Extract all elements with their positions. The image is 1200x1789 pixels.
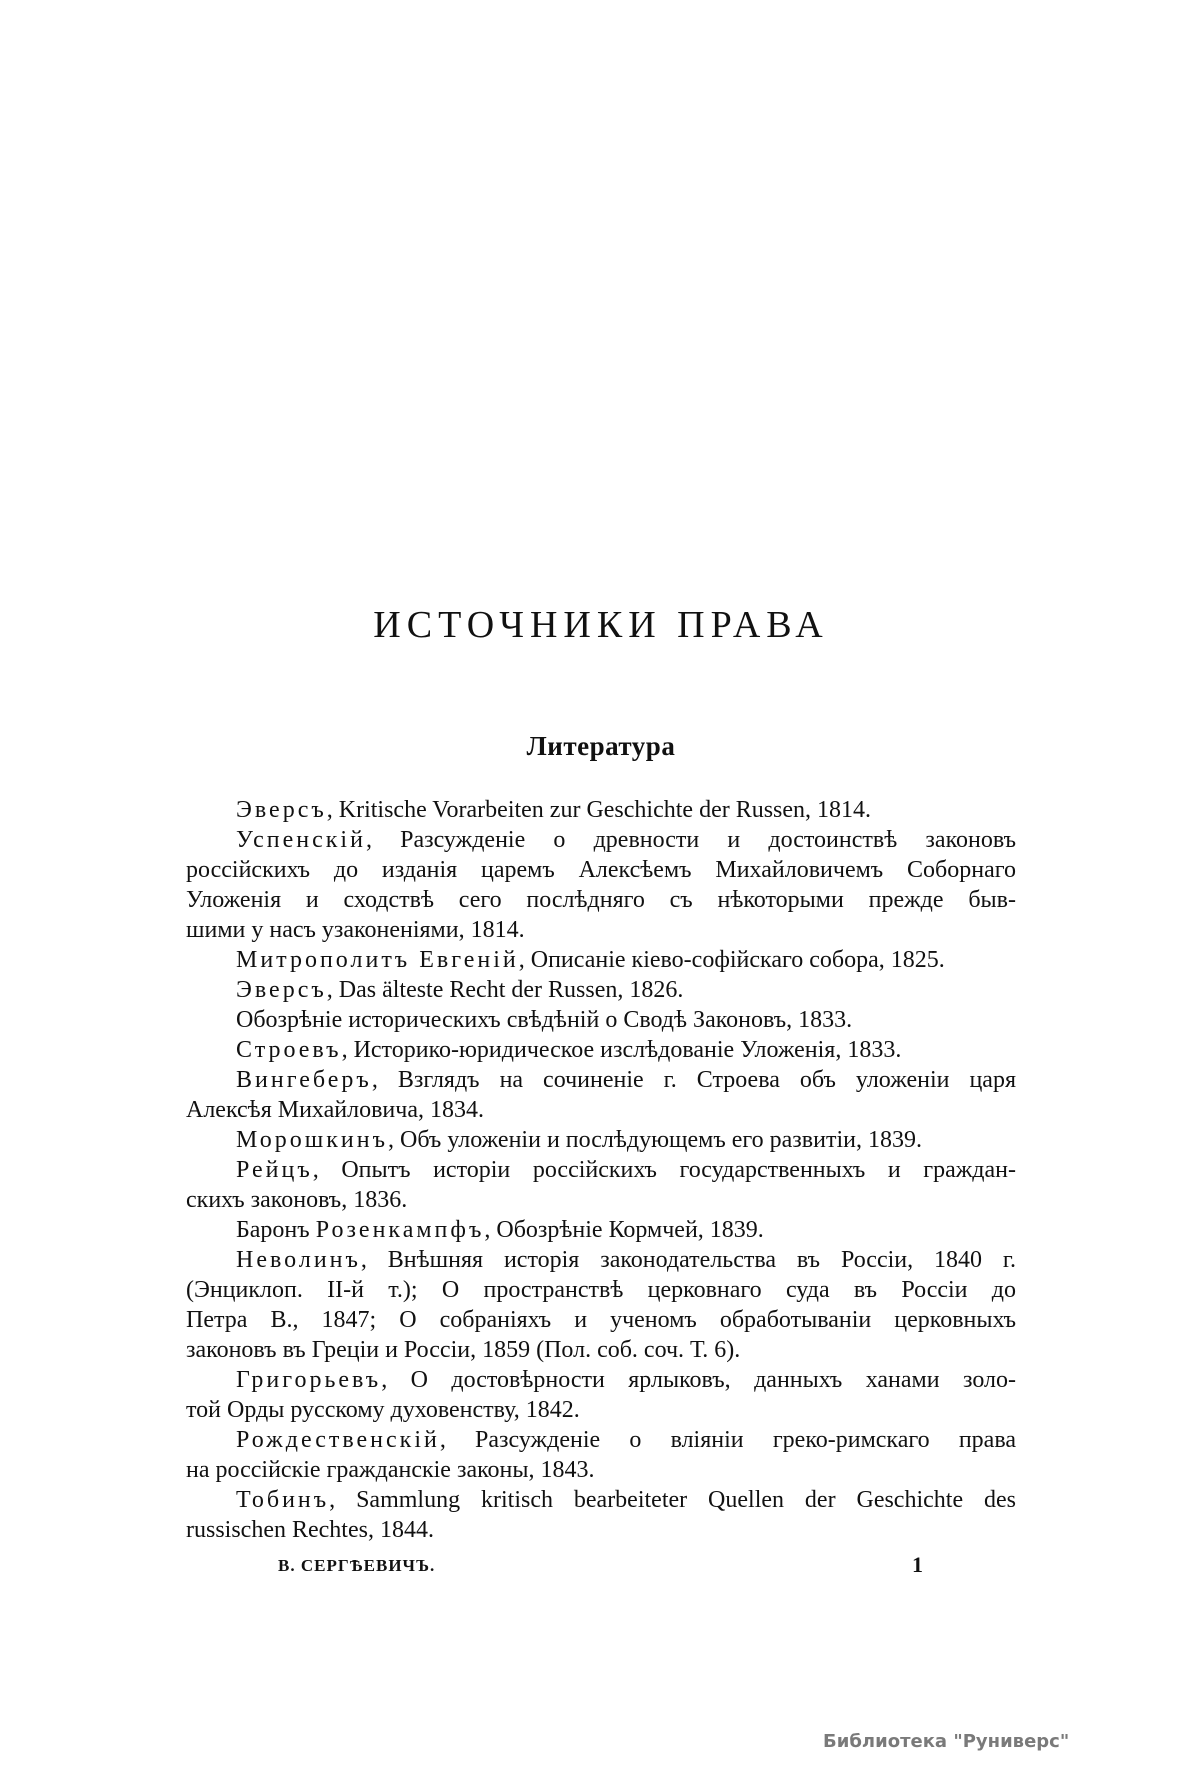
entry-author: Успенскій [236, 827, 366, 853]
entry-line [186, 1185, 1016, 1215]
entry-text: Петра В., 1847; О собраніяхъ и ученомъ обработываніи церковныхъ [186, 1307, 1016, 1333]
entry-text: , Обозрѣніе Кормчей, 1839. [484, 1217, 764, 1243]
section-heading: Литература [526, 731, 676, 761]
entry-author: Эверсъ [236, 797, 327, 823]
entry-line [186, 1455, 1016, 1485]
entry-author: Неволинъ [236, 1247, 361, 1273]
entry-text: Алексѣя Михайловича, 1834. [186, 1097, 484, 1123]
entry-line [186, 855, 1016, 885]
bibliography-list [186, 795, 1016, 1545]
entry-line [186, 1515, 1016, 1545]
entry-text: , Разсужденіе о вліяніи греко-римскаго права [439, 1427, 1016, 1453]
entry-text: , Das älteste Recht der Russen, 1826. [326, 977, 684, 1003]
entry-author: Морошкинъ [236, 1127, 388, 1153]
entry-text: россійскихъ до изданія царемъ Алексѣемъ Михайловичемъ Соборнаго [186, 857, 1016, 883]
bibliography-entry [186, 1245, 1016, 1365]
entry-text: , Опытъ исторіи россійскихъ государственныхъ и граждан- [312, 1157, 1016, 1183]
entry-line [186, 1485, 1016, 1515]
page-number: 1 [912, 1552, 923, 1577]
entry-text: , О достовѣрности ярлыковъ, данныхъ ханами золо- [381, 1367, 1016, 1393]
entry-text: Обозрѣніе историческихъ свѣдѣній о Сводѣ Законовъ, 1833. [236, 1007, 853, 1033]
entry-author: Тобинъ [236, 1487, 330, 1513]
bibliography-entry [186, 1065, 1016, 1125]
bibliography-entry [186, 795, 1016, 825]
entry-text: на россійскіе гражданскіе законы, 1843. [186, 1457, 595, 1483]
bibliography-entry [186, 1365, 1016, 1425]
entry-line [186, 1005, 1016, 1035]
entry-line [186, 945, 1016, 975]
library-watermark: Библиотека "Руниверс" [823, 1731, 1070, 1752]
entry-line [186, 825, 1016, 855]
entry-text: скихъ законовъ, 1836. [186, 1187, 408, 1213]
entry-text: , Разсужденіе о древности и достоинствѣ законовъ [365, 827, 1016, 853]
entry-text: russischen Rechtes, 1844. [186, 1517, 434, 1543]
bibliography-entry [186, 945, 1016, 975]
entry-text: законовъ въ Греціи и Россіи, 1859 (Пол. соб. соч. Т. 6). [186, 1337, 741, 1363]
entry-text: , Внѣшняя исторія законодательства въ Россіи, 1840 г. [360, 1247, 1016, 1273]
entry-author: Рейцъ [236, 1157, 313, 1183]
bibliography-entry [186, 1215, 1016, 1245]
entry-line [186, 1035, 1016, 1065]
entry-text: Уложенія и сходствѣ сего послѣдняго съ нѣкоторыми прежде быв- [186, 887, 1016, 913]
footer-author: В. СЕРГѢЕВИЧЪ. [278, 1556, 436, 1575]
entry-line [186, 1245, 1016, 1275]
entry-author: Розенкампфъ [315, 1217, 485, 1243]
entry-line [186, 1095, 1016, 1125]
bibliography-entry [186, 1125, 1016, 1155]
bibliography-entry [186, 1035, 1016, 1065]
entry-text: , Kritische Vorarbeiten zur Geschichte der Russen, 1814. [326, 797, 872, 823]
entry-text: (Энциклоп. II-й т.); О пространствѣ церковнаго суда въ Россіи до [186, 1277, 1016, 1303]
entry-text: той Орды русскому духовенству, 1842. [186, 1397, 580, 1423]
entry-text: , Описаніе кіево-софійскаго собора, 1825. [518, 947, 945, 973]
entry-line [186, 1215, 1016, 1245]
bibliography-entry [186, 1155, 1016, 1215]
entry-text: шими у насъ узаконеніями, 1814. [186, 917, 525, 943]
chapter-title: ИСТОЧНИКИ ПРАВА [373, 604, 829, 646]
entry-author: Митрополитъ Евгеній [236, 947, 519, 973]
bibliography-entry [186, 975, 1016, 1005]
entry-author: Вингеберъ [236, 1067, 372, 1093]
entry-line [186, 1305, 1016, 1335]
entry-line [186, 1275, 1016, 1305]
entry-author: Эверсъ [236, 977, 327, 1003]
entry-line [186, 885, 1016, 915]
bibliography-entry [186, 825, 1016, 945]
entry-line [186, 1155, 1016, 1185]
entry-line [186, 1335, 1016, 1365]
entry-text: , Sammlung kritisch bearbeiteter Quellen der Geschichte des [329, 1487, 1016, 1513]
bibliography-entry [186, 1485, 1016, 1545]
entry-line [186, 1395, 1016, 1425]
entry-line [186, 1425, 1016, 1455]
entry-line [186, 1125, 1016, 1155]
bibliography-entry [186, 1005, 1016, 1035]
entry-author: Строевъ [236, 1037, 342, 1063]
entry-line [186, 915, 1016, 945]
entry-author: Григорьевъ [236, 1367, 382, 1393]
entry-line [186, 795, 1016, 825]
entry-prefix: Баронъ [236, 1217, 316, 1243]
entry-line [186, 1365, 1016, 1395]
bibliography-entry [186, 1425, 1016, 1485]
entry-line [186, 975, 1016, 1005]
entry-author: Рождественскій [236, 1427, 440, 1453]
entry-text: , Объ уложеніи и послѣдующемъ его развитіи, 1839. [387, 1127, 922, 1153]
entry-text: , Историко-юридическое изслѣдованіе Уложенія, 1833. [341, 1037, 902, 1063]
entry-line [186, 1065, 1016, 1095]
entry-text: , Взглядъ на сочиненіе г. Строева объ уложеніи царя [371, 1067, 1016, 1093]
